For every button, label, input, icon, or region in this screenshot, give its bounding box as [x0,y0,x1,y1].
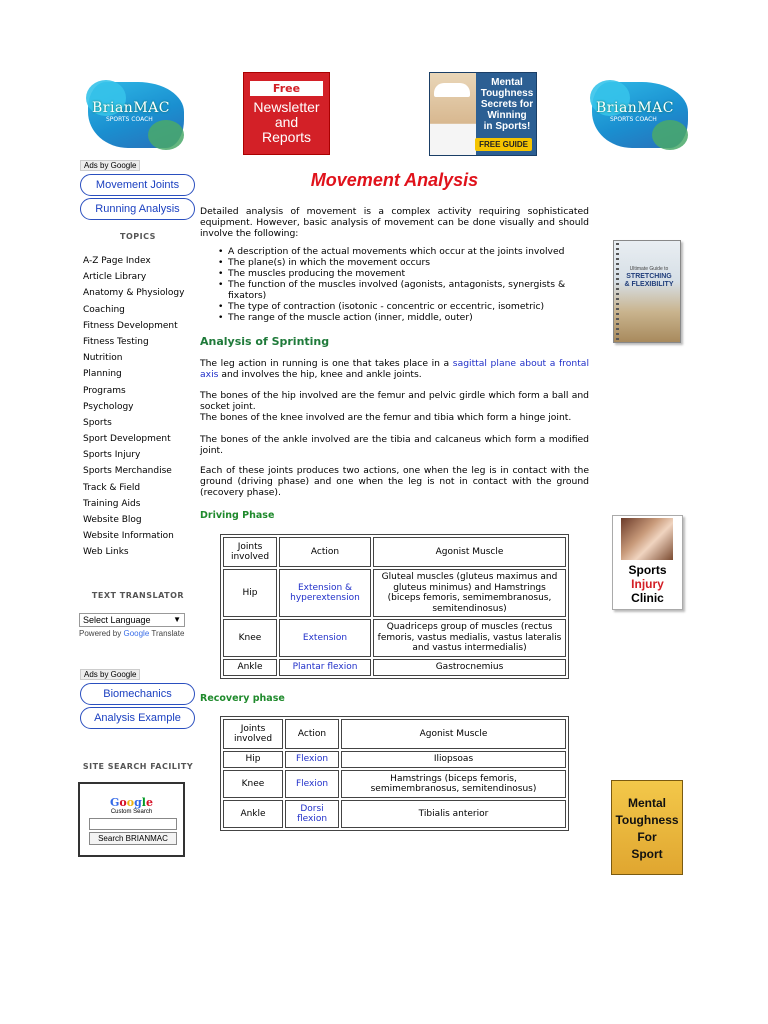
ad-link-movement-joints[interactable]: Movement Joints [80,174,195,196]
topic-link[interactable]: Article Library [83,272,147,283]
recovery-phase-table [220,716,569,831]
bullet-item: • The muscles producing the movement [218,268,590,279]
topic-link[interactable]: Website Information [83,531,174,542]
bullet-item: • The type of contraction (isotonic - concentric or eccentric, isometric) [218,301,590,312]
bullet-item: • The function of the muscles involved (agonists, antagonists, synergists & fixators) [218,279,590,301]
ad-link-running-analysis[interactable]: Running Analysis [80,198,195,220]
mental-toughness-banner[interactable] [429,72,537,156]
logo-sub-text: SPORTS COACH [106,116,153,123]
newsletter-free-label: Free [250,81,323,96]
hip-bones-paragraph: The bones of the hip involved are the femur and pelvic girdle which form a ball and socket joint. [200,390,589,412]
topic-link[interactable]: Track & Field [83,482,141,493]
ankle-bones-paragraph: The bones of the ankle involved are the tibia and calcaneus which form a modified joint. [200,434,589,456]
topic-link[interactable]: Sports Merchandise [83,466,172,477]
language-select[interactable]: Select Language ▼ [79,613,185,627]
leg-action-paragraph: The leg action in running is one that takes place in a sagittal plane about a frontal axis and involves the hip, knee and ankle joints. [200,358,589,380]
table-row: Hip Flexion Iliopsoas [223,751,566,768]
newsletter-line2: and [274,114,299,130]
brianmac-logo-left[interactable] [86,80,186,150]
logo-sub-text: SPORTS COACH [610,116,657,123]
free-guide-badge: FREE GUIDE [475,138,532,151]
topic-link[interactable]: Sport Development [83,434,171,445]
bullet-item: • The plane(s) in which the movement occurs [218,257,590,268]
topic-link[interactable]: A-Z Page Index [83,256,151,266]
intro-paragraph: Detailed analysis of movement is a complex activity requiring sophisticated equipment. However, basic analysis of movement can be done visually and should involve the following: [200,206,589,239]
analysis-bullet-list [218,246,590,323]
topic-link[interactable]: Sports Injury [83,450,141,461]
driving-phase-heading: Driving Phase [200,510,275,521]
joint-actions-paragraph: Each of these joints produces two actions, one when the leg is in contact with the ground (driving phase) and one when the leg is not in contact with the ground (recovery phase). [200,465,589,498]
topics-list [83,253,184,561]
logo-brand-text: BrianMAC [92,100,170,116]
sports-injury-clinic-ad[interactable] [612,515,683,610]
sagittal-plane-link[interactable]: sagittal plane about a frontal axis [200,358,589,380]
bullet-item: • The range of the muscle action (inner, middle, outer) [218,312,590,323]
translator-heading: TEXT TRANSLATOR [91,591,185,600]
topic-link[interactable]: Website Blog [83,515,142,525]
mental-toughness-ad-text: Mental Toughness For Sport [615,796,679,861]
bullet-item: • A description of the actual movements which occur at the joints involved [218,246,590,257]
topic-link[interactable]: Web Links [83,547,129,558]
topics-heading: TOPICS [120,232,156,241]
newsletter-line1: Newsletter [253,99,320,115]
chevron-down-icon: ▼ [173,615,181,624]
search-button[interactable]: Search BRIANMAC [89,832,177,845]
muscle-function-link[interactable]: agonists, antagonists, synergists & fixators [228,279,566,301]
table-row: Ankle Plantar flexion Gastrocnemius [223,659,566,676]
topic-link[interactable]: Fitness Testing [83,336,149,347]
sprinting-heading: Analysis of Sprinting [200,335,330,348]
search-input[interactable] [89,818,177,830]
powered-by-google-translate[interactable]: Powered by Google Translate [79,629,185,638]
table-row: Hip Extension & hyperextension Gluteal muscles (gluteus maximus and gluteus minimus) and Hamstrings (biceps femoris, semimembranosus, semitendinosus) [223,569,566,617]
topic-link[interactable]: Coaching [83,304,125,315]
ad-link-biomechanics[interactable]: Biomechanics [80,683,195,705]
table-row: Ankle Dorsi flexion Tibialis anterior [223,800,566,828]
topic-link[interactable]: Programs [83,385,126,396]
logo-brand-text: BrianMAC [596,100,674,116]
google-logo: Google [110,796,153,809]
topic-link[interactable]: Nutrition [83,353,123,364]
table-header-row: Joints involved Action Agonist Muscle [223,537,566,567]
ad-link-analysis-example[interactable]: Analysis Example [80,707,195,729]
clinic-photo [621,518,673,560]
knee-bones-paragraph: The bones of the knee involved are the femur and tibia which form a hinge joint. [200,412,572,423]
mental-toughness-book-ad[interactable] [611,780,683,875]
newsletter-banner[interactable] [243,72,330,155]
driving-phase-table [220,534,569,679]
topic-link[interactable]: Planning [83,369,122,380]
ads-by-google-label[interactable]: Ads by Google [80,160,140,171]
topic-link[interactable]: Training Aids [83,498,141,509]
brianmac-logo-right[interactable] [590,80,690,150]
site-search-heading: SITE SEARCH FACILITY [82,762,194,771]
recovery-phase-heading: Recovery phase [200,693,285,704]
site-search-box [78,782,185,857]
newsletter-line3: Reports [261,129,312,145]
custom-search-label: Custom Search [110,809,153,815]
table-row: Knee Extension Quadriceps group of muscles (rectus femoris, vastus medialis, vastus lateralis and vastus intermedialis) [223,619,566,657]
topic-link[interactable]: Sports [83,417,112,428]
stretching-book-ad[interactable] [613,240,681,343]
table-header-row: Joints involved Action Agonist Muscle [223,719,566,749]
topic-link[interactable]: Fitness Development [83,320,178,331]
mental-banner-text: Mental Toughness Secrets for Winning in Sports! [480,77,534,132]
clinic-ad-text: Sports Injury Clinic [628,563,667,605]
topic-link[interactable]: Anatomy & Physiology [83,288,185,299]
ads-by-google-label[interactable]: Ads by Google [80,669,140,680]
page-title: Movement Analysis [310,170,479,190]
table-row: Knee Flexion Hamstrings (biceps femoris, semimembranosus, semitendinosus) [223,770,566,798]
book-title: Ultimate Guide to STRETCHING & FLEXIBILITY [624,266,674,288]
topic-link[interactable]: Psychology [83,401,134,412]
